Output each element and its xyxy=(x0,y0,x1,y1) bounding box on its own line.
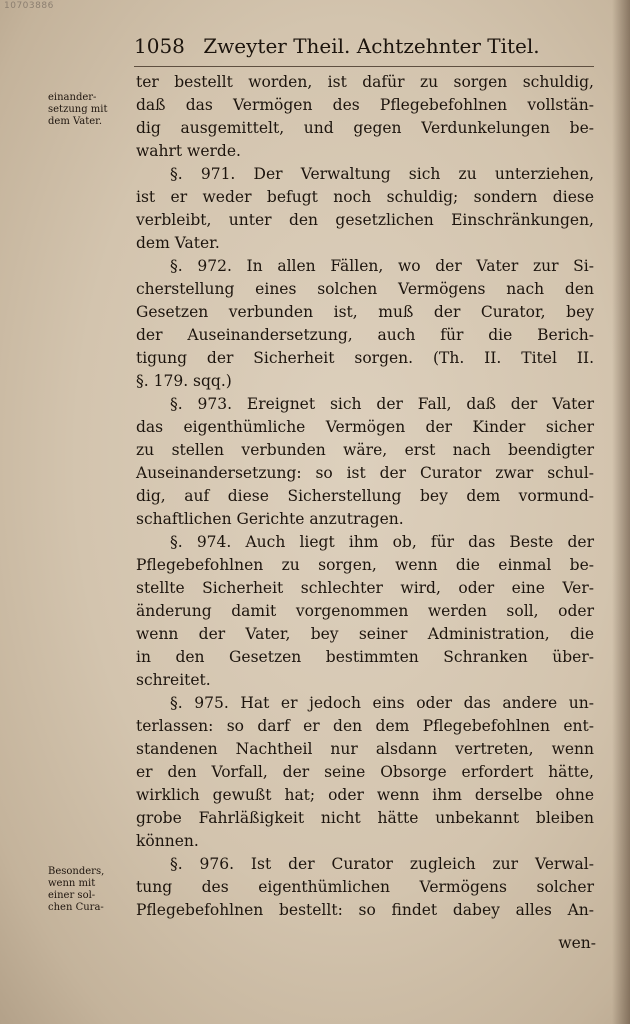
text-line: §. 972. In allen Fällen, wo der Vater zur Si- xyxy=(170,257,594,275)
text-line: §. 976. Ist der Curator zugleich zur Verwal- xyxy=(170,855,594,873)
text-line: in den Gesetzen bestimmten Schranken über- xyxy=(136,648,594,666)
text-line: ist er weder befugt noch schuldig; sondern diese xyxy=(136,188,594,206)
header-rule xyxy=(134,66,594,67)
running-title: Zweyter Theil. Achtzehnter Titel. xyxy=(203,34,540,58)
margin-note-line: wenn mit xyxy=(48,878,96,889)
text-line: standenen Nachtheil nur alsdann vertreten, wenn xyxy=(136,740,594,758)
text-line: der Auseinandersetzung, auch für die Berich- xyxy=(136,326,594,344)
margin-note-line: chen Cura- xyxy=(48,902,104,913)
text-line: er den Vorfall, der seine Obsorge erfordert hätte, xyxy=(136,763,594,781)
text-line: §. 971. Der Verwaltung sich zu unterziehen, xyxy=(170,165,594,183)
text-line: verbleibt, unter den gesetzlichen Einschränkungen, xyxy=(136,211,594,229)
margin-note-line: einer sol- xyxy=(48,890,96,901)
text-line: tigung der Sicherheit sorgen. (Th. II. Titel II. xyxy=(136,349,594,367)
text-line: dig, auf diese Sicherstellung bey dem vormund- xyxy=(136,487,594,505)
page-header xyxy=(134,34,594,58)
paragraph xyxy=(136,71,594,163)
body-text xyxy=(136,71,594,922)
margin-note xyxy=(48,866,132,914)
text-line: dig ausgemittelt, und gegen Verdunkelungen be- xyxy=(136,119,594,137)
text-line: grobe Fahrläßigkeit nicht hätte unbekannt bleiben xyxy=(136,809,594,827)
text-line: §. 974. Auch liegt ihm ob, für das Beste der xyxy=(170,533,594,551)
text-line: §. 973. Ereignet sich der Fall, daß der Vater xyxy=(170,395,594,413)
page-number: 1058 xyxy=(134,34,185,58)
margin-note-line: setzung mit xyxy=(48,104,108,115)
text-line: Auseinandersetzung: so ist der Curator zwar schul- xyxy=(136,464,594,482)
paragraph-section-974 xyxy=(136,531,594,692)
text-line: wenn der Vater, bey seiner Administration, die xyxy=(136,625,594,643)
text-line: das eigenthümliche Vermögen der Kinder sicher xyxy=(136,418,594,436)
text-line: daß das Vermögen des Pflegebefohlnen vollstän- xyxy=(136,96,594,114)
text-line: §. 975. Hat er jedoch eins oder das andere un- xyxy=(170,694,594,712)
catchword: wen- xyxy=(558,934,596,952)
text-line: wirklich gewußt hat; oder wenn ihm derselbe ohne xyxy=(136,786,594,804)
text-line: wahrt werde. xyxy=(136,142,241,160)
margin-note xyxy=(48,92,132,128)
text-line: tung des eigenthümlichen Vermögens solcher xyxy=(136,878,594,896)
paragraph-section-976 xyxy=(136,853,594,922)
paragraph-section-975 xyxy=(136,692,594,853)
paragraph-section-972 xyxy=(136,255,594,393)
paragraph-section-971 xyxy=(136,163,594,255)
text-line: terlassen: so darf er den dem Pflegebefohlnen ent- xyxy=(136,717,594,735)
text-line: schaftlichen Gerichte anzutragen. xyxy=(136,510,404,528)
scan-id: 10703886 xyxy=(4,1,54,11)
text-line: änderung damit vorgenommen werden soll, oder xyxy=(136,602,594,620)
text-line: ter bestellt worden, ist dafür zu sorgen schuldig, xyxy=(136,73,594,91)
paragraph-section-973 xyxy=(136,393,594,531)
text-line: können. xyxy=(136,832,199,850)
text-line: Pflegebefohlnen bestellt: so findet dabey alles An- xyxy=(136,901,594,919)
margin-note-line: dem Vater. xyxy=(48,116,103,127)
text-line: Pflegebefohlnen zu sorgen, wenn die einmal be- xyxy=(136,556,594,574)
text-line: Gesetzen verbunden ist, muß der Curator, bey xyxy=(136,303,594,321)
text-line: cherstellung eines solchen Vermögens nach den xyxy=(136,280,594,298)
text-line: §. 179. sqq.) xyxy=(136,372,232,390)
margin-note-line: einander- xyxy=(48,92,97,103)
text-line: zu stellen verbunden wäre, erst nach beendigter xyxy=(136,441,594,459)
text-line: stellte Sicherheit schlechter wird, oder eine Ver- xyxy=(136,579,594,597)
margin-note-line: Besonders, xyxy=(48,866,105,877)
text-line: schreitet. xyxy=(136,671,211,689)
text-line: dem Vater. xyxy=(136,234,220,252)
